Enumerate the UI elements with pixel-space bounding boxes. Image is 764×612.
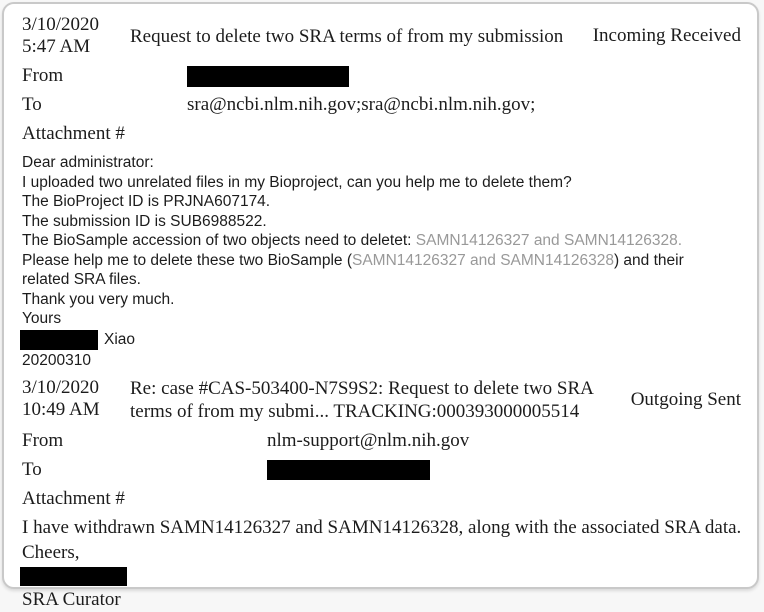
- email2-date: 3/10/2020: [22, 377, 100, 398]
- email2-to-row: [22, 459, 741, 481]
- body-line: Dear administrator:: [22, 154, 154, 171]
- email2-from-value: nlm-support@nlm.nih.gov: [267, 430, 470, 451]
- email1-to-row: [22, 94, 741, 116]
- email1-attachment-label: Attachment #: [22, 123, 125, 144]
- delete-accessions: SAMN14126327 and SAMN14126328: [352, 251, 614, 269]
- email2-subject: [130, 377, 627, 423]
- email2-datetime: [22, 377, 130, 423]
- email-thread-card: [2, 2, 759, 610]
- redacted-curator-name-box: [20, 567, 127, 586]
- email2-status-badge: Outgoing Sent: [630, 389, 741, 410]
- email-outgoing: [22, 377, 741, 612]
- body-line: The submission ID is SUB6988522.: [22, 212, 267, 230]
- email1-signature-row: [22, 330, 741, 350]
- email1-signature-surname: Xiao: [104, 330, 136, 348]
- body-line: The BioProject ID is PRJNA607174.: [22, 193, 271, 210]
- body-line: [22, 231, 741, 251]
- body-line: related SRA files.: [22, 271, 141, 288]
- email2-subject-line2: terms of from my submi... TRACKING:000393000005514: [130, 401, 580, 422]
- biosample-line-prefix: The BioSample accession of two objects need to deletet:: [22, 232, 416, 249]
- email2-subject-line1: Re: case #CAS-503400-N7S9S2: Request to delete two SRA: [130, 378, 594, 399]
- from-label: From: [22, 65, 64, 86]
- redacted-sender-box: [187, 66, 349, 87]
- body-line: I have withdrawn SAMN14126327 and SAMN14126328, along with the associated SRA data.: [22, 517, 742, 538]
- email1-subject: Request to delete two SRA terms of from my submission: [130, 25, 564, 47]
- email1-to-value: sra@ncbi.nlm.nih.gov;sra@ncbi.nlm.nih.gov;: [187, 94, 536, 115]
- email1-datetime: [22, 14, 130, 58]
- email2-signature-row: [22, 567, 741, 586]
- email2-body: [22, 515, 741, 612]
- email1-header: [22, 14, 741, 58]
- from-label: From: [22, 430, 64, 451]
- email2-signature-title: SRA Curator: [22, 589, 121, 610]
- email-incoming: [22, 14, 741, 370]
- delete-line-suffix: ) and their: [613, 251, 684, 269]
- to-label: To: [22, 94, 42, 115]
- email1-status-badge: Incoming Received: [592, 25, 741, 46]
- email2-attachment-label: Attachment #: [22, 488, 125, 509]
- email2-header: [22, 377, 741, 423]
- email1-time: 5:47 AM: [22, 36, 91, 57]
- redacted-recipient-box: [267, 460, 430, 480]
- to-label: To: [22, 459, 42, 480]
- body-line: 20200310: [22, 351, 91, 369]
- body-line: Cheers,: [22, 542, 80, 563]
- email1-date: 3/10/2020: [22, 14, 100, 35]
- email2-time: 10:49 AM: [22, 399, 100, 420]
- body-line: I uploaded two unrelated files in my Bioproject, can you help me to delete them?: [22, 173, 572, 191]
- body-line: [22, 251, 741, 271]
- body-line: Yours: [22, 310, 62, 327]
- delete-line-prefix: Please help me to delete these two BioSample (: [22, 251, 352, 269]
- redacted-signature-name-box: [20, 330, 98, 350]
- biosample-accessions: SAMN14126327 and SAMN14126328.: [415, 232, 683, 249]
- email1-from-row: [22, 65, 741, 87]
- body-line: Thank you very much.: [22, 290, 175, 308]
- email2-from-row: [22, 430, 741, 452]
- email1-body: [22, 153, 741, 370]
